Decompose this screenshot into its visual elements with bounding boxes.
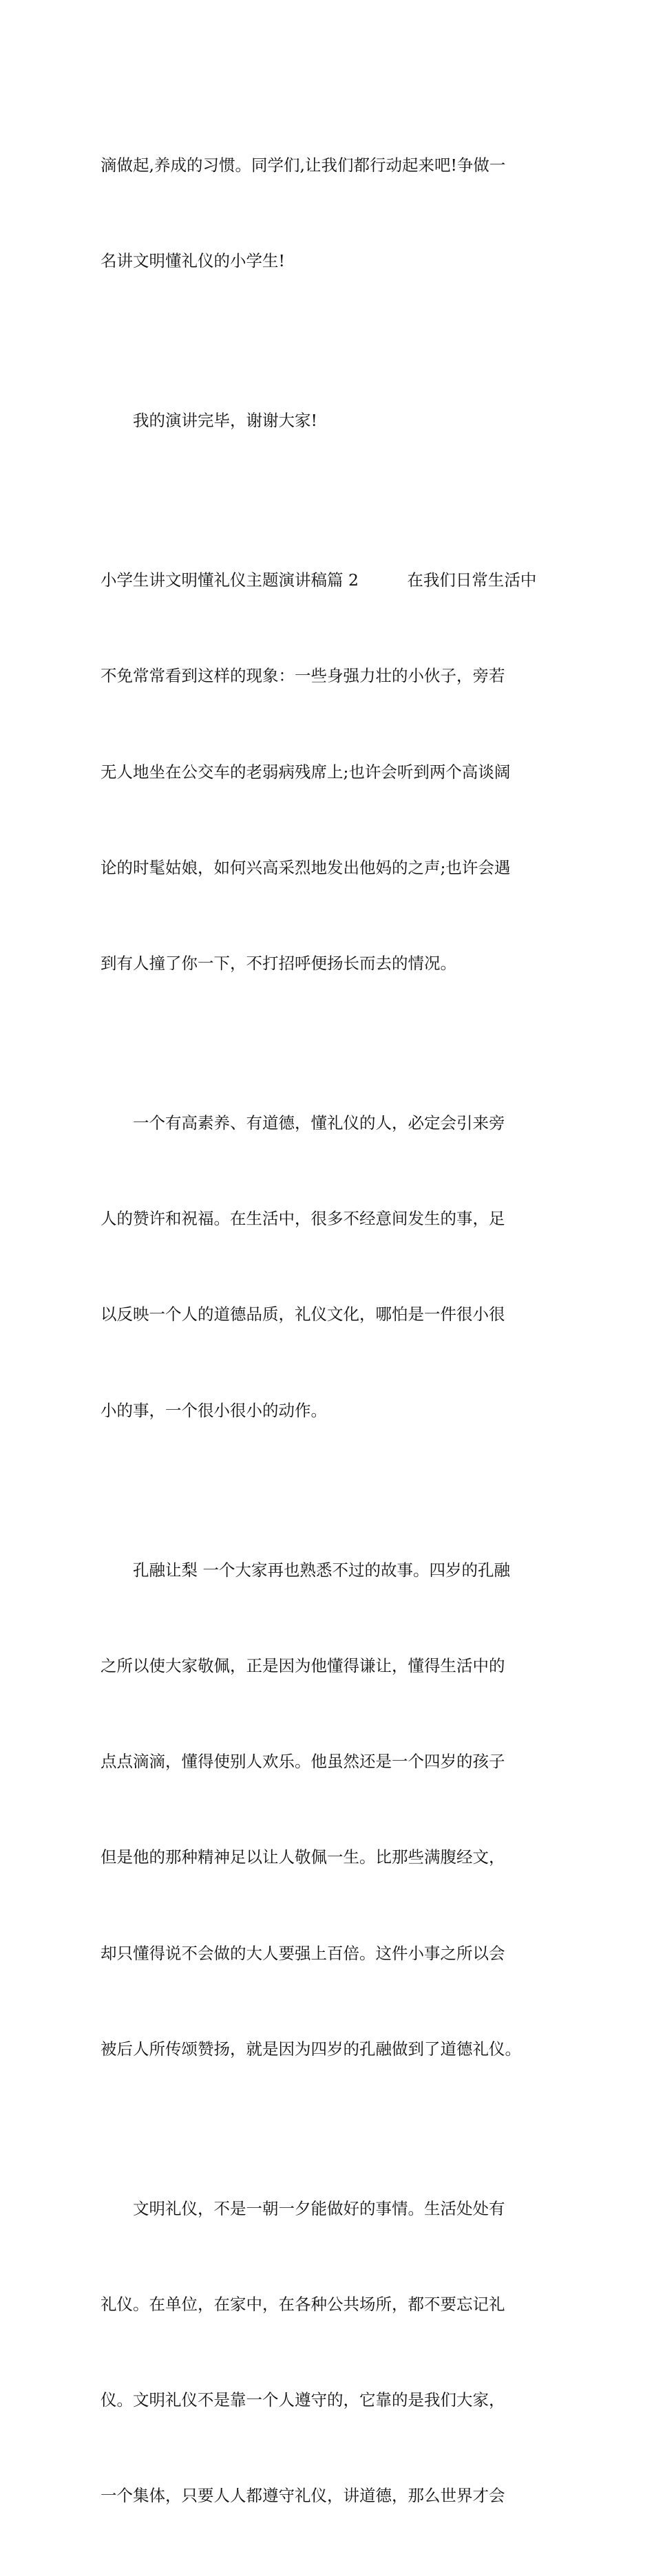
text-line: 不免常常看到这样的现象：一些身强力壮的小伙子，旁若 xyxy=(101,666,505,686)
text-line: 论的时髦姑娘，如何兴高采烈地发出他妈的之声;也许会遇 xyxy=(101,857,511,877)
paragraph-1 xyxy=(101,85,558,341)
text-line: 名讲文明懂礼仪的小学生! xyxy=(101,251,285,271)
paragraph-4 xyxy=(101,1043,558,1490)
paragraph-6 xyxy=(101,2129,558,2576)
text-line: 仪。文明礼仪不是靠一个人遵守的，它靠的是我们大家， xyxy=(101,2390,505,2410)
text-line: 我的演讲完毕，谢谢大家! xyxy=(133,411,317,431)
section-heading-line: 小学生讲文明懂礼仪主题演讲稿篇 2 在我们日常生活中 xyxy=(101,570,537,590)
text-line: 以反映一个人的道德品质，礼仪文化，哪怕是一件很小很 xyxy=(101,1305,505,1324)
text-line: 一个有高素养、有道德，懂礼仪的人，必定会引来旁 xyxy=(133,1113,505,1133)
text-line: 被后人所传颂赞扬，就是因为四岁的孔融做到了道德礼仪。 xyxy=(101,2039,521,2059)
paragraph-2 xyxy=(101,341,558,500)
text-line: 人的赞许和祝福。在生活中，很多不经意间发生的事，足 xyxy=(101,1209,505,1229)
text-line: 小的事，一个很小很小的动作。 xyxy=(101,1400,327,1420)
text-line: 却只懂得说不会做的大人要强上百倍。这件小事之所以会 xyxy=(101,1943,505,1963)
text-line: 礼仪。在单位，在家中，在各种公共场所，都不要忘记礼 xyxy=(101,2295,505,2315)
text-line: 之所以使大家敬佩，正是因为他懂得谦让，懂得生活中的 xyxy=(101,1655,505,1675)
paragraph-3-heading xyxy=(101,500,558,1043)
text-line: 点点滴滴，懂得使别人欢乐。他虽然还是一个四岁的孩子 xyxy=(101,1752,505,1772)
text-line: 无人地坐在公交车的老弱病残席上;也许会听到两个高谈阔 xyxy=(101,762,511,782)
text-line: 孔融让梨 一个大家再也熟悉不过的故事。四岁的孔融 xyxy=(133,1560,510,1580)
text-line: 一个集体，只要人人都遵守礼仪，讲道德，那么世界才会 xyxy=(101,2486,505,2506)
paragraph-5 xyxy=(101,1490,558,2129)
text-line: 但是他的那种精神足以让人敬佩一生。比那些满腹经文， xyxy=(101,1847,505,1867)
text-line: 文明礼仪，不是一朝一夕能做好的事情。生活处处有 xyxy=(133,2198,505,2218)
text-line: 滴做起,养成的习惯。同学们,让我们都行动起来吧!争做一 xyxy=(101,155,506,175)
document-page xyxy=(101,85,558,2576)
text-line: 到有人撞了你一下，不打招呼便扬长而去的情况。 xyxy=(101,953,456,973)
